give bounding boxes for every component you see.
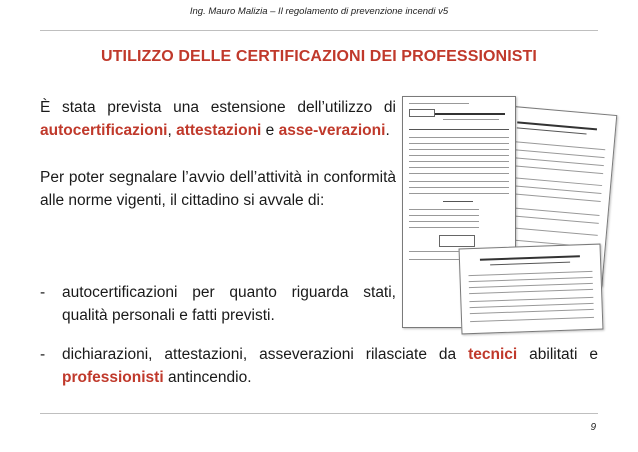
bullet-dash: - xyxy=(40,284,46,301)
page-number: 9 xyxy=(590,422,596,433)
footer-divider xyxy=(40,413,598,414)
paragraph-intro-text-d: . xyxy=(385,122,390,139)
page-header: Ing. Mauro Malizia – Il regolamento di prevenzione incendi v5 xyxy=(189,6,449,17)
bullet-dash: - xyxy=(40,346,46,363)
slide-title: UTILIZZO DELLE CERTIFICAZIONI DEI PROFESSIONISTI xyxy=(101,48,537,65)
paragraph-intro-text-a: È stata prevista una estensione dell’utilizzo di xyxy=(40,99,396,116)
list-item xyxy=(40,281,396,327)
paragraph-conformity: Per poter segnalare l’avvio dell’attività in conformità alle norme vigenti, il cittadino si avvale di: xyxy=(40,169,396,209)
form-sheet-front xyxy=(459,244,604,335)
bullet-text-b: abilitati e xyxy=(517,346,598,363)
paragraph-intro xyxy=(40,96,396,142)
list-item xyxy=(40,343,598,389)
highlight-tecnici: tecnici xyxy=(468,346,518,363)
header-divider xyxy=(40,30,598,31)
highlight-attestazioni: attestazioni xyxy=(176,122,262,139)
paragraph-intro-text-c: e xyxy=(261,122,279,139)
bullet-text: autocertificazioni per quanto riguarda stati, qualità personali e fatti previsti. xyxy=(62,284,396,324)
highlight-asseverazioni: asse-verazioni xyxy=(278,122,386,139)
form-documents-image xyxy=(400,96,612,334)
bullet-text-a: dichiarazioni, attestazioni, asseverazioni rilasciate da xyxy=(62,346,469,363)
bullet-text-c: antincendio. xyxy=(163,369,252,386)
bullet-text xyxy=(62,343,598,389)
highlight-professionisti: professionisti xyxy=(62,369,164,386)
paragraph-intro-text-b: , xyxy=(167,122,177,139)
highlight-autocertificazioni: autocertificazioni xyxy=(40,122,168,139)
